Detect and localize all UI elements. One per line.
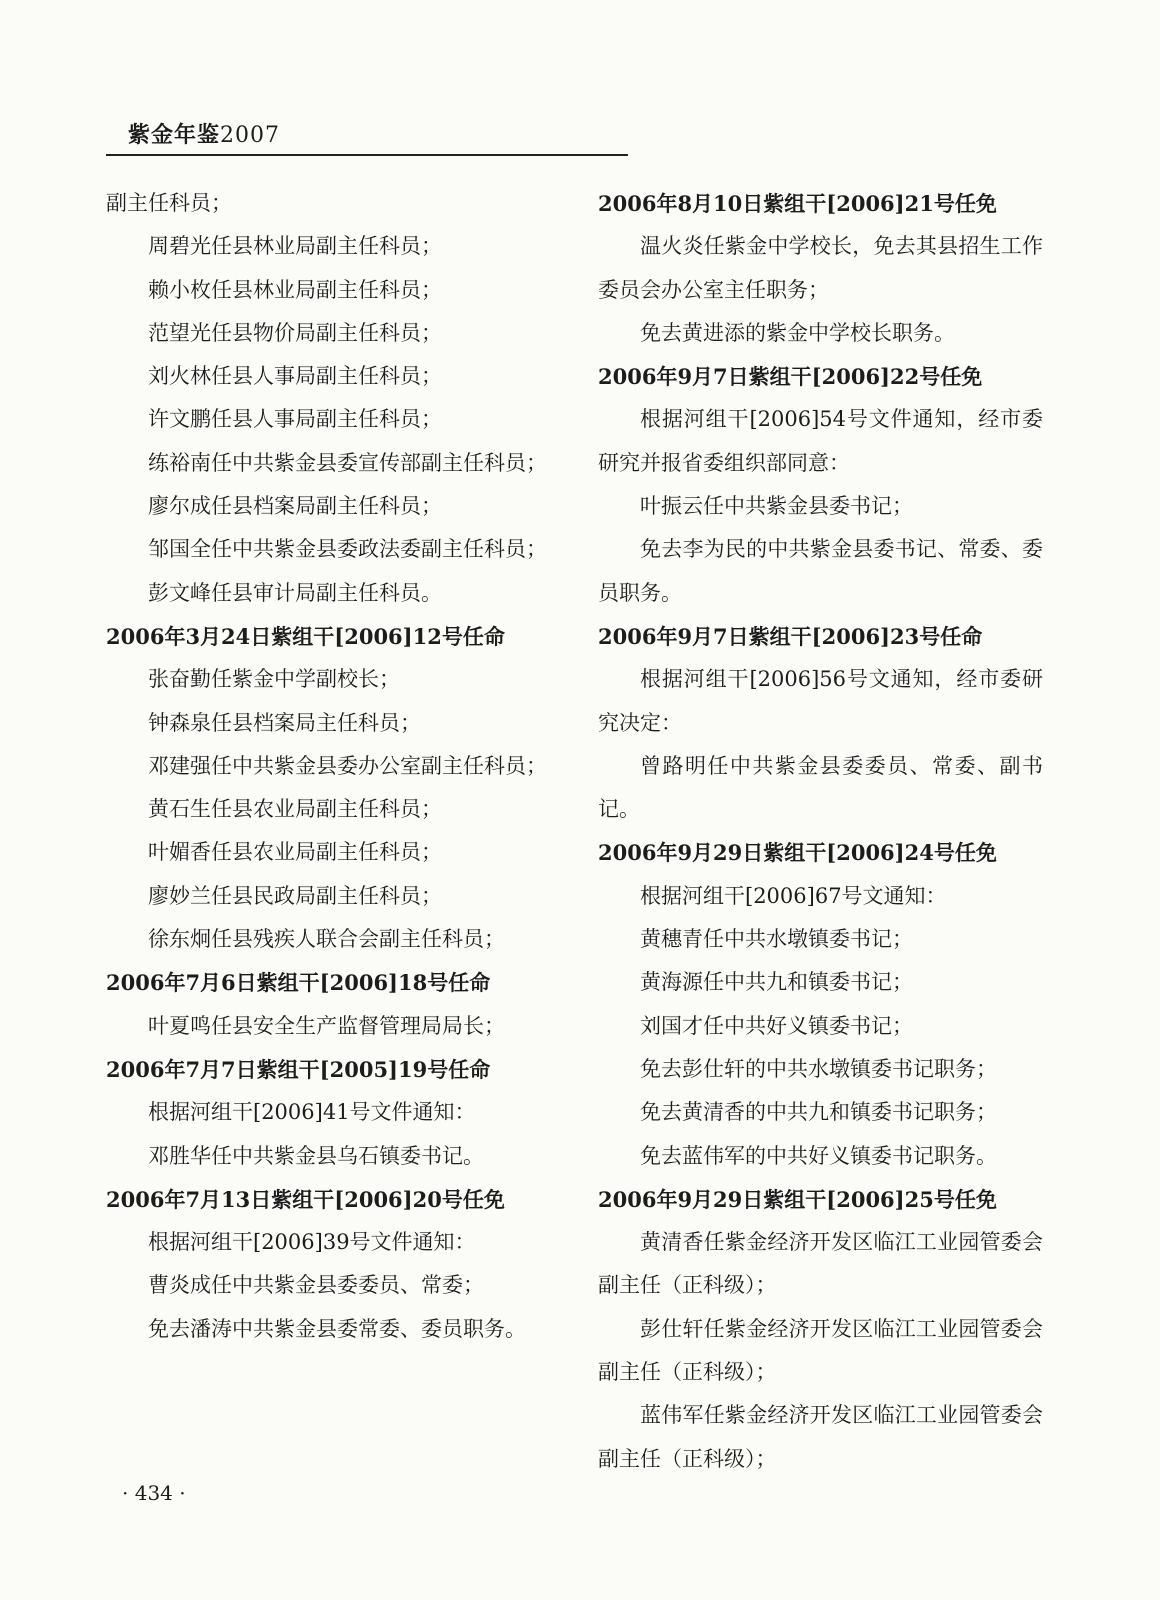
paragraph: 钟森泉任县档案局主任科员；	[148, 710, 421, 735]
section-heading: 2006年9月29日紫组干[2006]25号任免	[598, 1186, 997, 1212]
paragraph: 黄清香任紫金经济开发区临江工业园管委会副主任（正科级）；	[598, 1230, 1043, 1298]
paragraph: 根据河组干[2006]41号文件通知：	[148, 1100, 476, 1125]
paragraph: 刘火林任县人事局副主任科员；	[148, 364, 442, 389]
section-heading: 2006年8月10日紫组干[2006]21号任免	[598, 191, 997, 216]
paragraph: 根据河组干[2006]56号文通知，经市委研究决定：	[598, 667, 1043, 735]
paragraph: 赖小枚任县林业局副主任科员；	[148, 277, 442, 302]
paragraph: 邓建强任中共紫金县委办公室副主任科员；	[148, 753, 547, 778]
paragraph: 蓝伟军任紫金经济开发区临江工业园管委会副主任（正科级）；	[598, 1403, 1043, 1471]
paragraph: 周碧光任县林业局副主任科员；	[148, 234, 442, 259]
paragraph: 曹炎成任中共紫金县委委员、常委；	[148, 1273, 484, 1298]
paragraph: 免去彭仕轩的中共水墩镇委书记职务；	[640, 1056, 997, 1081]
paragraph: 根据河组干[2006]39号文件通知：	[148, 1230, 476, 1255]
paragraph: 黄穗青任中共水墩镇委书记；	[640, 927, 913, 952]
section-heading: 2006年3月24日紫组干[2006]12号任命	[106, 623, 505, 649]
paragraph: 曾路明任中共紫金县委委员、常委、副书记。	[598, 753, 1043, 822]
paragraph: 副主任科员；	[106, 191, 232, 215]
header-year: 2007	[220, 123, 281, 148]
section-heading: 2006年7月7日紫组干[2005]19号任命	[106, 1056, 491, 1082]
paragraph: 叶媚香任县农业局副主任科员；	[148, 840, 442, 865]
section-heading: 2006年7月6日紫组干[2006]18号任命	[106, 970, 491, 996]
paragraph: 邹国全任中共紫金县委政法委副主任科员；	[148, 537, 547, 562]
paragraph: 范望光任县物价局副主任科员；	[148, 320, 442, 345]
running-header	[128, 118, 280, 149]
paragraph: 温火炎任紫金中学校长，免去其县招生工作委员会办公室主任职务；	[598, 234, 1043, 302]
header-rule	[106, 154, 628, 156]
paragraph: 徐东炯任县残疾人联合会副主任科员；	[148, 927, 505, 952]
paragraph: 免去黄清香的中共九和镇委书记职务；	[640, 1100, 997, 1125]
paragraph: 廖尔成任县档案局副主任科员；	[148, 494, 442, 519]
paragraph: 免去蓝伟军的中共好义镇委书记职务。	[640, 1143, 997, 1168]
paragraph: 根据河组干[2006]67号文通知：	[640, 883, 947, 908]
paragraph: 彭文峰任县审计局副主任科员。	[148, 580, 442, 605]
section-heading: 2006年7月13日紫组干[2006]20号任免	[106, 1186, 505, 1212]
paragraph: 叶振云任中共紫金县委书记；	[640, 494, 913, 519]
paragraph: 免去黄进添的紫金中学校长职务。	[640, 320, 955, 345]
section-heading: 2006年9月29日紫组干[2006]24号任免	[598, 840, 997, 866]
paragraph: 黄海源任中共九和镇委书记；	[640, 970, 913, 995]
paragraph: 免去李为民的中共紫金县委书记、常委、委员职务。	[598, 537, 1043, 605]
right-column	[598, 182, 1043, 1481]
paragraph: 练裕南任中共紫金县委宣传部副主任科员；	[148, 450, 547, 475]
paragraph: 免去潘涛中共紫金县委常委、委员职务。	[148, 1316, 526, 1341]
paragraph: 彭仕轩任紫金经济开发区临江工业园管委会副主任（正科级）；	[598, 1316, 1043, 1385]
paragraph: 许文鹏任县人事局副主任科员；	[148, 407, 442, 432]
paragraph: 邓胜华任中共紫金县乌石镇委书记。	[148, 1143, 484, 1168]
paragraph: 叶夏鸣任县安全生产监督管理局局长；	[148, 1013, 505, 1038]
page-number: · 434 ·	[122, 1481, 186, 1505]
left-column	[106, 182, 551, 1351]
paragraph: 廖妙兰任县民政局副主任科员；	[148, 883, 442, 908]
paragraph: 黄石生任县农业局副主任科员；	[148, 797, 442, 822]
section-heading: 2006年9月7日紫组干[2006]23号任命	[598, 623, 983, 649]
paragraph: 刘国才任中共好义镇委书记；	[640, 1013, 913, 1038]
header-title: 紫金年鉴	[128, 122, 221, 148]
section-heading: 2006年9月7日紫组干[2006]22号任免	[598, 364, 983, 390]
paragraph: 根据河组干[2006]54号文件通知，经市委研究并报省委组织部同意：	[598, 407, 1043, 475]
paragraph: 张奋勤任紫金中学副校长；	[148, 667, 400, 692]
